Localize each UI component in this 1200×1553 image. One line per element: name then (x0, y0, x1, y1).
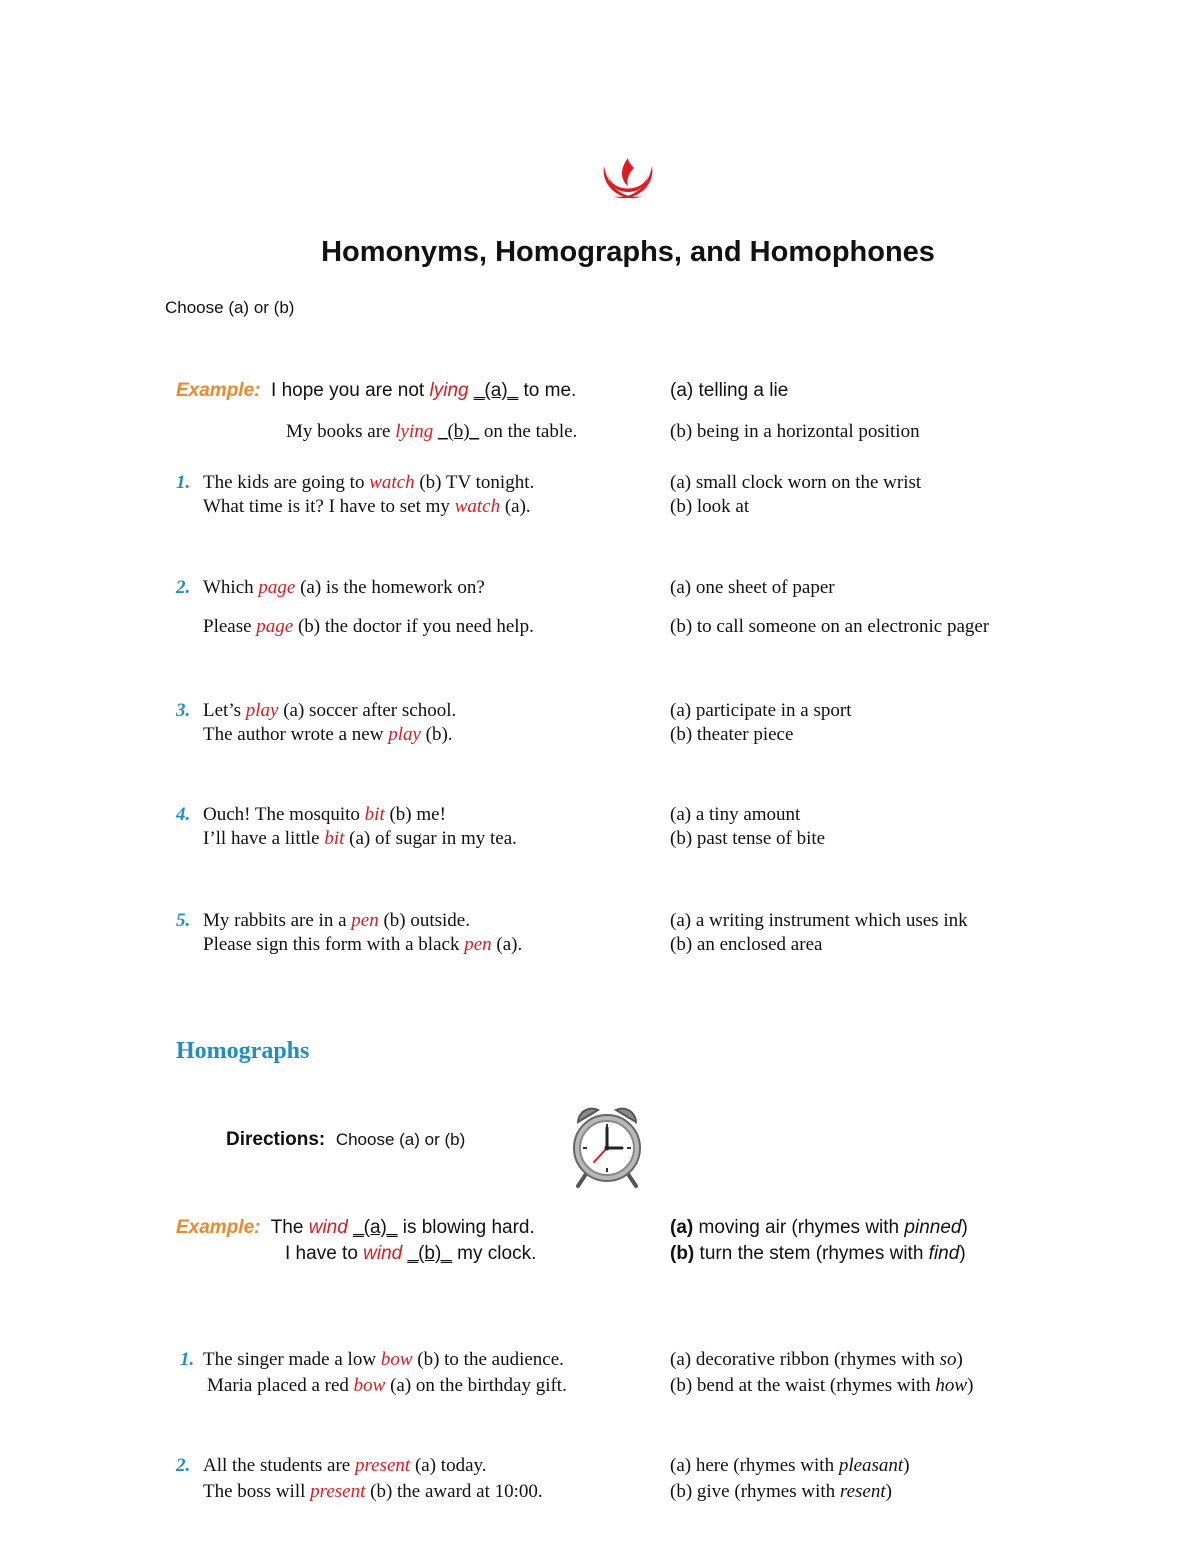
definition-b: (b) theater piece (670, 724, 794, 745)
definition-a: (a) small clock worn on the wrist (670, 472, 922, 493)
example-row-2: My books are lying _(b)_ on the table. (286, 421, 578, 442)
sentence-2: What time is it? I have to set my watch (a). (203, 496, 531, 517)
definition-b: (b) past tense of bite (670, 828, 826, 849)
sentence-1: The singer made a low bow (b) to the audience. (203, 1349, 564, 1370)
sentence-1: The kids are going to watch (b) TV tonight. (203, 472, 535, 493)
page-title: Homonyms, Homographs, and Homophones (321, 236, 935, 268)
section-heading-homographs: Homographs (176, 1038, 310, 1064)
definition-b: (b) to call someone on an electronic pager (670, 616, 990, 637)
university-logo (598, 150, 658, 206)
alarm-clock-icon (568, 1102, 646, 1188)
definition-a: (a) decorative ribbon (rhymes with so) (670, 1349, 963, 1370)
sentence-2: Please page (b) the doctor if you need help. (203, 616, 534, 637)
item-number: 4. (176, 804, 191, 825)
homograph-example-row-2: I have to wind _(b)_ my clock. (285, 1243, 537, 1264)
sentence-1: Let’s play (a) soccer after school. (203, 700, 457, 721)
sentence-2: The boss will present (b) the award at 10:00. (203, 1481, 543, 1502)
definition-b: (b) an enclosed area (670, 934, 823, 955)
item-number: 5. (176, 910, 191, 931)
definition-a: (a) participate in a sport (670, 700, 852, 721)
item-number: 2. (176, 1455, 191, 1476)
item-number: 1. (180, 1349, 195, 1370)
definition-b: (b) give (rhymes with resent) (670, 1481, 892, 1502)
homograph-example-definition-a: (a) moving air (rhymes with pinned) (670, 1217, 968, 1238)
sentence-2: Maria placed a red bow (a) on the birthday gift. (207, 1375, 567, 1396)
sentence-2: The author wrote a new play (b). (203, 724, 453, 745)
item-number: 3. (176, 700, 191, 721)
definition-a: (a) one sheet of paper (670, 577, 835, 598)
sentence-2: Please sign this form with a black pen (a). (203, 934, 523, 955)
example-label: Example: (176, 1217, 261, 1238)
example-label: Example: (176, 380, 261, 401)
homograph-example-definition-b: (b) turn the stem (rhymes with find) (670, 1243, 966, 1264)
definition-a: (a) here (rhymes with pleasant) (670, 1455, 910, 1476)
sentence-1: Ouch! The mosquito bit (b) me! (203, 804, 446, 825)
item-number: 2. (176, 577, 191, 598)
definition-a: (a) a writing instrument which uses ink (670, 910, 968, 931)
example-definition-b: (b) being in a horizontal position (670, 421, 920, 442)
definition-b: (b) look at (670, 496, 750, 517)
sentence-1: All the students are present (a) today. (203, 1455, 487, 1476)
directions: Directions: Choose (a) or (b) (226, 1129, 466, 1150)
definition-b: (b) bend at the waist (rhymes with how) (670, 1375, 974, 1396)
example-row-1: Example: I hope you are not lying _(a)_ to me. (176, 380, 577, 401)
sentence-2: I’ll have a little bit (a) of sugar in my tea. (203, 828, 517, 849)
item-number: 1. (176, 472, 191, 493)
example-definition-a: (a) telling a lie (670, 380, 789, 401)
homograph-example-row-1: Example: The wind _(a)_ is blowing hard. (176, 1217, 535, 1238)
instructions: Choose (a) or (b) (165, 298, 295, 317)
definition-a: (a) a tiny amount (670, 804, 801, 825)
sentence-1: My rabbits are in a pen (b) outside. (203, 910, 470, 931)
sentence-1: Which page (a) is the homework on? (203, 577, 485, 598)
